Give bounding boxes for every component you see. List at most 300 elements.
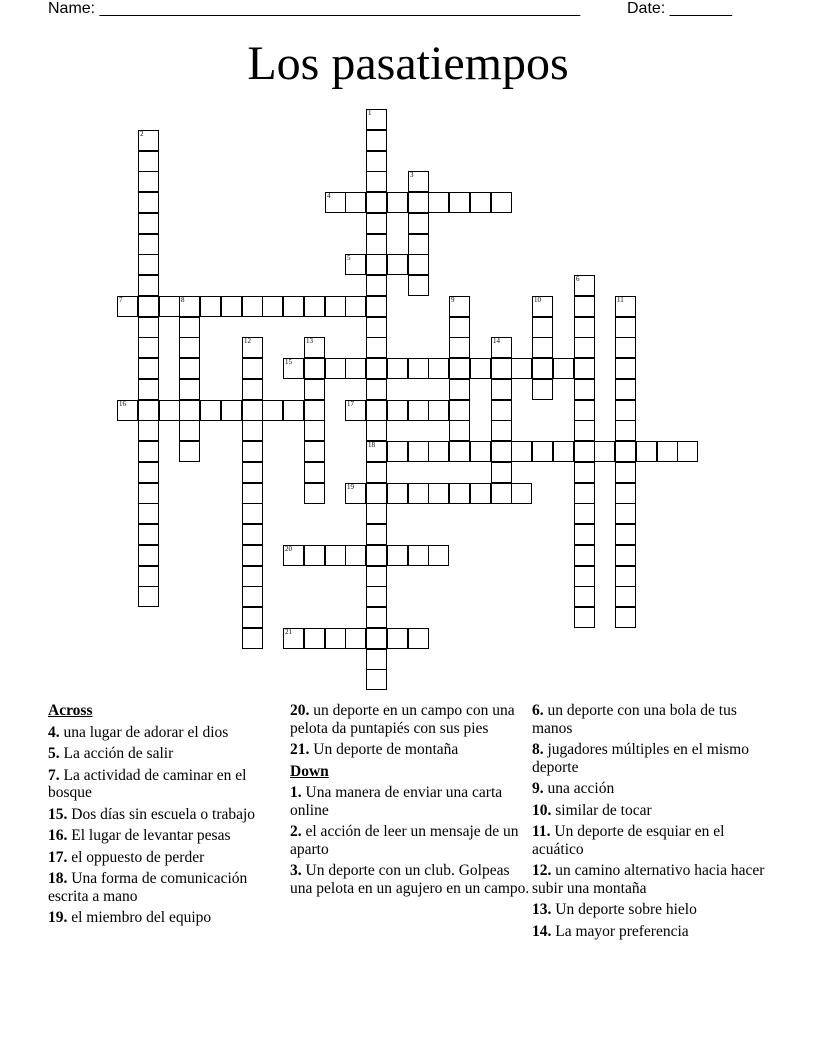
crossword-cell[interactable] (428, 545, 449, 566)
clue-number: 9. (532, 780, 544, 797)
clue-text: Una forma de comunicación escrita a mano (48, 870, 248, 905)
crossword-cell[interactable] (408, 441, 429, 462)
clue-number: 12. (532, 862, 552, 879)
clue-down-6 (532, 702, 772, 737)
clue-number: 17. (48, 848, 68, 866)
cell-number: 17 (347, 400, 354, 408)
clue-number: 10. (532, 801, 552, 819)
crossword-cell[interactable] (615, 524, 636, 545)
crossword-cell[interactable] (366, 130, 387, 151)
crossword-cell[interactable] (574, 586, 595, 607)
clue-across-15 (48, 806, 278, 824)
crossword-cell[interactable] (615, 441, 636, 462)
crossword-cell[interactable] (366, 317, 387, 338)
crossword-cell[interactable] (283, 400, 304, 421)
crossword-cell[interactable] (408, 483, 429, 504)
crossword-cell[interactable] (677, 441, 698, 462)
crossword-cell[interactable] (221, 296, 242, 317)
crossword-cell[interactable] (242, 379, 263, 400)
clue-down-11 (532, 823, 772, 858)
crossword-cell[interactable] (574, 462, 595, 483)
crossword-cell[interactable] (408, 275, 429, 296)
crossword-cell[interactable] (615, 503, 636, 524)
clue-number: 7. (48, 766, 60, 784)
clue-number: 5. (48, 745, 60, 762)
crossword-cell[interactable] (449, 441, 470, 462)
crossword-cell[interactable] (408, 545, 429, 566)
crossword-cell[interactable] (200, 296, 221, 317)
clue-text: el miembro del equipo (67, 909, 212, 926)
clue-number: 2. (290, 823, 302, 840)
page-title: Los pasatiempos (247, 37, 569, 90)
crossword-cell[interactable] (200, 400, 221, 421)
crossword-cell[interactable] (387, 483, 408, 504)
crossword-cell[interactable] (408, 213, 429, 234)
crossword-cell[interactable] (242, 462, 263, 483)
crossword-cell[interactable] (615, 462, 636, 483)
crossword-cell[interactable] (117, 296, 138, 317)
crossword-cell[interactable] (491, 400, 512, 421)
crossword-cell[interactable] (242, 586, 263, 607)
crossword-cell[interactable] (283, 545, 304, 566)
crossword-cell[interactable] (470, 441, 491, 462)
crossword-cell[interactable] (615, 296, 636, 317)
crossword-cell[interactable] (304, 483, 325, 504)
cell-number: 1 (368, 109, 372, 117)
crossword-cell[interactable] (449, 379, 470, 400)
crossword-cell[interactable] (138, 441, 159, 462)
crossword-cell[interactable] (179, 400, 200, 421)
crossword-cell[interactable] (138, 503, 159, 524)
crossword-cell[interactable] (345, 192, 366, 213)
clue-across-20 (290, 702, 530, 737)
crossword-cell[interactable] (366, 254, 387, 275)
clue-number: 3. (290, 862, 302, 879)
crossword-cell[interactable] (304, 628, 325, 649)
crossword-cell[interactable] (574, 400, 595, 421)
crossword-cell[interactable] (511, 483, 532, 504)
crossword-cell[interactable] (366, 503, 387, 524)
crossword-cell[interactable] (366, 400, 387, 421)
crossword-cell[interactable] (159, 296, 180, 317)
clue-down-8 (532, 741, 772, 776)
clues-column-2 (290, 702, 530, 901)
crossword-cell[interactable] (574, 566, 595, 587)
clue-text: el oppuesto de perder (67, 848, 205, 866)
crossword-cell[interactable] (574, 358, 595, 379)
crossword-cell[interactable] (408, 192, 429, 213)
crossword-cell[interactable] (345, 545, 366, 566)
clue-down-3 (290, 862, 530, 897)
crossword-cell[interactable] (138, 171, 159, 192)
crossword-cell[interactable] (325, 296, 346, 317)
crossword-cell[interactable] (242, 566, 263, 587)
crossword-cell[interactable] (138, 566, 159, 587)
crossword-cell[interactable] (449, 400, 470, 421)
crossword-cell[interactable] (283, 628, 304, 649)
crossword-cell[interactable] (408, 234, 429, 255)
crossword-cell[interactable] (615, 607, 636, 628)
crossword-cell[interactable] (179, 337, 200, 358)
crossword-cell[interactable] (304, 296, 325, 317)
clue-number: 21. (290, 741, 310, 758)
clue-across-17 (48, 849, 278, 867)
down-heading: Down (290, 762, 329, 780)
crossword-cell[interactable] (532, 317, 553, 338)
crossword-cell[interactable] (491, 441, 512, 462)
crossword-cell[interactable] (387, 545, 408, 566)
crossword-cell[interactable] (138, 545, 159, 566)
cell-number: 5 (347, 254, 351, 262)
crossword-cell[interactable] (615, 358, 636, 379)
crossword-cell[interactable] (242, 524, 263, 545)
crossword-cell[interactable] (138, 586, 159, 607)
crossword-cell[interactable] (428, 400, 449, 421)
crossword-cell[interactable] (366, 275, 387, 296)
crossword-cell[interactable] (138, 337, 159, 358)
crossword-cell[interactable] (511, 358, 532, 379)
crossword-cell[interactable] (138, 275, 159, 296)
crossword-cell[interactable] (138, 358, 159, 379)
crossword-cell[interactable] (262, 400, 283, 421)
crossword-cell[interactable] (138, 462, 159, 483)
crossword-cell[interactable] (532, 441, 553, 462)
crossword-cell[interactable] (366, 607, 387, 628)
crossword-cell[interactable] (615, 545, 636, 566)
crossword-cell[interactable] (366, 151, 387, 172)
crossword-cell[interactable] (574, 420, 595, 441)
crossword-cell[interactable] (304, 400, 325, 421)
crossword-cell[interactable] (574, 379, 595, 400)
crossword-cell[interactable] (491, 483, 512, 504)
crossword-cell[interactable] (138, 213, 159, 234)
date-field: Date: _______ (627, 0, 732, 17)
crossword-cell[interactable] (304, 441, 325, 462)
clue-across-19 (48, 909, 278, 927)
crossword-cell[interactable] (470, 192, 491, 213)
cell-number: 10 (534, 296, 541, 304)
crossword-cell[interactable] (615, 420, 636, 441)
crossword-cell[interactable] (366, 649, 387, 670)
crossword-cell[interactable] (449, 337, 470, 358)
clue-number: 18. (48, 870, 68, 887)
crossword-cell[interactable] (345, 358, 366, 379)
crossword-cell[interactable] (221, 400, 242, 421)
crossword-cell[interactable] (304, 545, 325, 566)
cell-number: 12 (244, 337, 251, 345)
clue-number: 16. (48, 827, 68, 844)
clue-across-5 (48, 745, 278, 763)
crossword-cell[interactable] (366, 586, 387, 607)
clue-number: 4. (48, 723, 60, 741)
crossword-cell[interactable] (242, 358, 263, 379)
crossword-cell[interactable] (470, 358, 491, 379)
crossword-cell[interactable] (491, 420, 512, 441)
crossword-cell[interactable] (574, 503, 595, 524)
crossword-cell[interactable] (408, 358, 429, 379)
crossword-cell[interactable] (345, 400, 366, 421)
clue-number: 20. (290, 702, 310, 719)
crossword-cell[interactable] (366, 171, 387, 192)
cell-number: 8 (181, 296, 185, 304)
crossword-cell[interactable] (428, 441, 449, 462)
cell-number: 4 (327, 192, 331, 200)
crossword-cell[interactable] (138, 420, 159, 441)
clue-down-10 (532, 802, 772, 820)
crossword-cell[interactable] (138, 192, 159, 213)
cell-number: 13 (306, 337, 313, 345)
crossword-cell[interactable] (574, 545, 595, 566)
clue-text: La mayor preferencia (551, 922, 689, 940)
crossword-cell[interactable] (366, 109, 387, 130)
clues-column-1 (48, 702, 278, 931)
crossword-cell[interactable] (449, 420, 470, 441)
clue-text: una lugar de adorar el dios (59, 723, 229, 741)
crossword-cell[interactable] (366, 420, 387, 441)
crossword-cell[interactable] (553, 441, 574, 462)
clue-across-18 (48, 870, 278, 905)
crossword-cell[interactable] (574, 607, 595, 628)
crossword-cell[interactable] (366, 296, 387, 317)
crossword-cell[interactable] (532, 358, 553, 379)
cell-number: 21 (285, 628, 292, 636)
crossword-cell[interactable] (304, 337, 325, 358)
crossword-cell[interactable] (179, 317, 200, 338)
crossword-cell[interactable] (138, 317, 159, 338)
crossword-cell[interactable] (615, 379, 636, 400)
cell-number: 2 (140, 130, 144, 138)
crossword-cell[interactable] (138, 296, 159, 317)
crossword-cell[interactable] (179, 296, 200, 317)
crossword-cell[interactable] (117, 400, 138, 421)
crossword-cell[interactable] (491, 462, 512, 483)
crossword-cell[interactable] (138, 130, 159, 151)
clue-text: Una manera de enviar una carta online (290, 784, 503, 819)
crossword-cell[interactable] (387, 441, 408, 462)
crossword-cell[interactable] (345, 483, 366, 504)
cell-number: 7 (119, 296, 123, 304)
crossword-cell[interactable] (366, 462, 387, 483)
clue-number: 19. (48, 909, 68, 926)
crossword-cell[interactable] (449, 296, 470, 317)
crossword-cell[interactable] (615, 483, 636, 504)
crossword-cell[interactable] (262, 296, 283, 317)
crossword-cell[interactable] (449, 358, 470, 379)
crossword-cell[interactable] (428, 483, 449, 504)
crossword-cell[interactable] (242, 420, 263, 441)
crossword-cell[interactable] (179, 379, 200, 400)
crossword-cell[interactable] (387, 628, 408, 649)
crossword-cell[interactable] (138, 379, 159, 400)
cell-number: 14 (493, 337, 500, 345)
clue-across-4 (48, 724, 278, 742)
crossword-cell[interactable] (366, 213, 387, 234)
crossword-cell[interactable] (283, 296, 304, 317)
crossword-cell[interactable] (408, 400, 429, 421)
cell-number: 19 (347, 483, 354, 491)
cell-number: 18 (368, 441, 375, 449)
clue-text: El lugar de levantar pesas (67, 827, 231, 844)
crossword-cell[interactable] (366, 234, 387, 255)
clue-text: el acción de leer un mensaje de un aparto (290, 823, 519, 858)
crossword-cell[interactable] (449, 317, 470, 338)
clue-text: Un deporte sobre hielo (551, 901, 697, 918)
clue-text: Dos días sin escuela o trabajo (67, 805, 256, 823)
crossword-cell[interactable] (449, 192, 470, 213)
crossword-cell[interactable] (345, 296, 366, 317)
crossword-cell[interactable] (491, 337, 512, 358)
cell-number: 6 (576, 275, 580, 283)
crossword-cell[interactable] (179, 441, 200, 462)
crossword-cell[interactable] (242, 337, 263, 358)
clue-down-12 (532, 862, 772, 897)
crossword-cell[interactable] (615, 566, 636, 587)
crossword-cell[interactable] (574, 483, 595, 504)
clue-number: 8. (532, 741, 544, 758)
crossword-cell[interactable] (532, 337, 553, 358)
crossword-cell[interactable] (138, 524, 159, 545)
clue-across-16 (48, 827, 278, 845)
crossword-cell[interactable] (615, 400, 636, 421)
crossword-cell[interactable] (366, 628, 387, 649)
crossword-cell[interactable] (574, 275, 595, 296)
name-field: Name: ______________________________________________________ (48, 0, 581, 17)
crossword-cell[interactable] (491, 379, 512, 400)
clue-number: 14. (532, 922, 552, 940)
crossword-cell[interactable] (408, 254, 429, 275)
crossword-cell[interactable] (325, 628, 346, 649)
clue-text: Un deporte de esquiar en el acuático (532, 823, 725, 858)
crossword-cell[interactable] (179, 358, 200, 379)
crossword-cell[interactable] (408, 171, 429, 192)
crossword-cell[interactable] (242, 400, 263, 421)
crossword-cell[interactable] (574, 317, 595, 338)
cell-number: 11 (617, 296, 624, 304)
clue-down-9 (532, 780, 772, 798)
crossword-cell[interactable] (615, 586, 636, 607)
crossword-cell[interactable] (366, 545, 387, 566)
cell-number: 16 (119, 400, 126, 408)
crossword-cell[interactable] (449, 483, 470, 504)
crossword-cell[interactable] (408, 628, 429, 649)
crossword-cell[interactable] (532, 379, 553, 400)
clue-down-1 (290, 784, 530, 819)
cell-number: 20 (285, 545, 292, 553)
crossword-cell[interactable] (491, 192, 512, 213)
clue-number: 11. (532, 823, 551, 840)
crossword-cell[interactable] (615, 337, 636, 358)
crossword-cell[interactable] (242, 296, 263, 317)
crossword-cell[interactable] (366, 669, 387, 690)
crossword-cell[interactable] (615, 317, 636, 338)
crossword-cell[interactable] (138, 400, 159, 421)
clue-across-21 (290, 741, 530, 759)
across-heading: Across (48, 702, 93, 719)
crossword-cell[interactable] (304, 358, 325, 379)
crossword-cell[interactable] (387, 192, 408, 213)
clue-text: un deporte en un campo con una pelota da puntapiés con sus pies (290, 702, 515, 737)
clue-text: La actividad de caminar en el bosque (48, 766, 247, 801)
crossword-cell[interactable] (387, 254, 408, 275)
crossword-cell[interactable] (366, 524, 387, 545)
crossword-cell[interactable] (138, 151, 159, 172)
crossword-cell[interactable] (179, 420, 200, 441)
crossword-cell[interactable] (138, 483, 159, 504)
clue-text: un camino alternativo hacia hacer subir una montaña (532, 862, 765, 897)
crossword-cell[interactable] (304, 420, 325, 441)
crossword-cell[interactable] (242, 441, 263, 462)
crossword-cell[interactable] (657, 441, 678, 462)
clue-number: 1. (290, 784, 302, 801)
crossword-cell[interactable] (428, 192, 449, 213)
crossword-cell[interactable] (553, 358, 574, 379)
clue-number: 13. (532, 901, 552, 918)
crossword-cell[interactable] (325, 192, 346, 213)
crossword-cell[interactable] (366, 566, 387, 587)
crossword-cell[interactable] (325, 358, 346, 379)
cell-number: 15 (285, 358, 292, 366)
crossword-cell[interactable] (366, 337, 387, 358)
crossword-cell[interactable] (491, 358, 512, 379)
crossword-cell[interactable] (304, 462, 325, 483)
clue-down-13 (532, 901, 772, 919)
crossword-cell[interactable] (366, 483, 387, 504)
crossword-cell[interactable] (511, 441, 532, 462)
clue-across-7 (48, 767, 278, 802)
clue-text: jugadores múltiples en el mismo deporte (532, 741, 749, 776)
crossword-cell[interactable] (574, 441, 595, 462)
clue-text: similar de tocar (551, 801, 652, 819)
clue-text: Un deporte con un club. Golpeas una pelota en un agujero en un campo. (290, 862, 530, 897)
crossword-cell[interactable] (428, 358, 449, 379)
crossword-cell[interactable] (345, 628, 366, 649)
crossword-cell[interactable] (283, 358, 304, 379)
crossword-cell[interactable] (387, 400, 408, 421)
clue-text: La acción de salir (59, 745, 174, 762)
crossword-cell[interactable] (159, 400, 180, 421)
crossword-cell[interactable] (325, 545, 346, 566)
crossword-cell[interactable] (304, 379, 325, 400)
clue-text: un deporte con una bola de tus manos (532, 702, 737, 737)
crossword-cell[interactable] (574, 524, 595, 545)
crossword-cell[interactable] (366, 358, 387, 379)
crossword-cell[interactable] (636, 441, 657, 462)
crossword-cell[interactable] (574, 337, 595, 358)
crossword-cell[interactable] (242, 503, 263, 524)
crossword-cell[interactable] (242, 628, 263, 649)
crossword-cell[interactable] (594, 441, 615, 462)
crossword-cell[interactable] (138, 234, 159, 255)
clues-column-3 (532, 702, 772, 944)
crossword-cell[interactable] (242, 545, 263, 566)
clue-text: Un deporte de montaña (309, 741, 459, 758)
clue-text: una acción (543, 780, 615, 797)
crossword-cell[interactable] (366, 192, 387, 213)
crossword-cell[interactable] (574, 296, 595, 317)
crossword-cell[interactable] (345, 254, 366, 275)
cell-number: 9 (451, 296, 455, 304)
crossword-cell[interactable] (387, 358, 408, 379)
crossword-cell[interactable] (366, 379, 387, 400)
clue-number: 15. (48, 805, 68, 823)
crossword-cell[interactable] (242, 607, 263, 628)
crossword-cell[interactable] (366, 441, 387, 462)
crossword-cell[interactable] (470, 483, 491, 504)
crossword-cell[interactable] (532, 296, 553, 317)
crossword-cell[interactable] (242, 483, 263, 504)
crossword-cell[interactable] (138, 254, 159, 275)
cell-number: 3 (410, 171, 414, 179)
